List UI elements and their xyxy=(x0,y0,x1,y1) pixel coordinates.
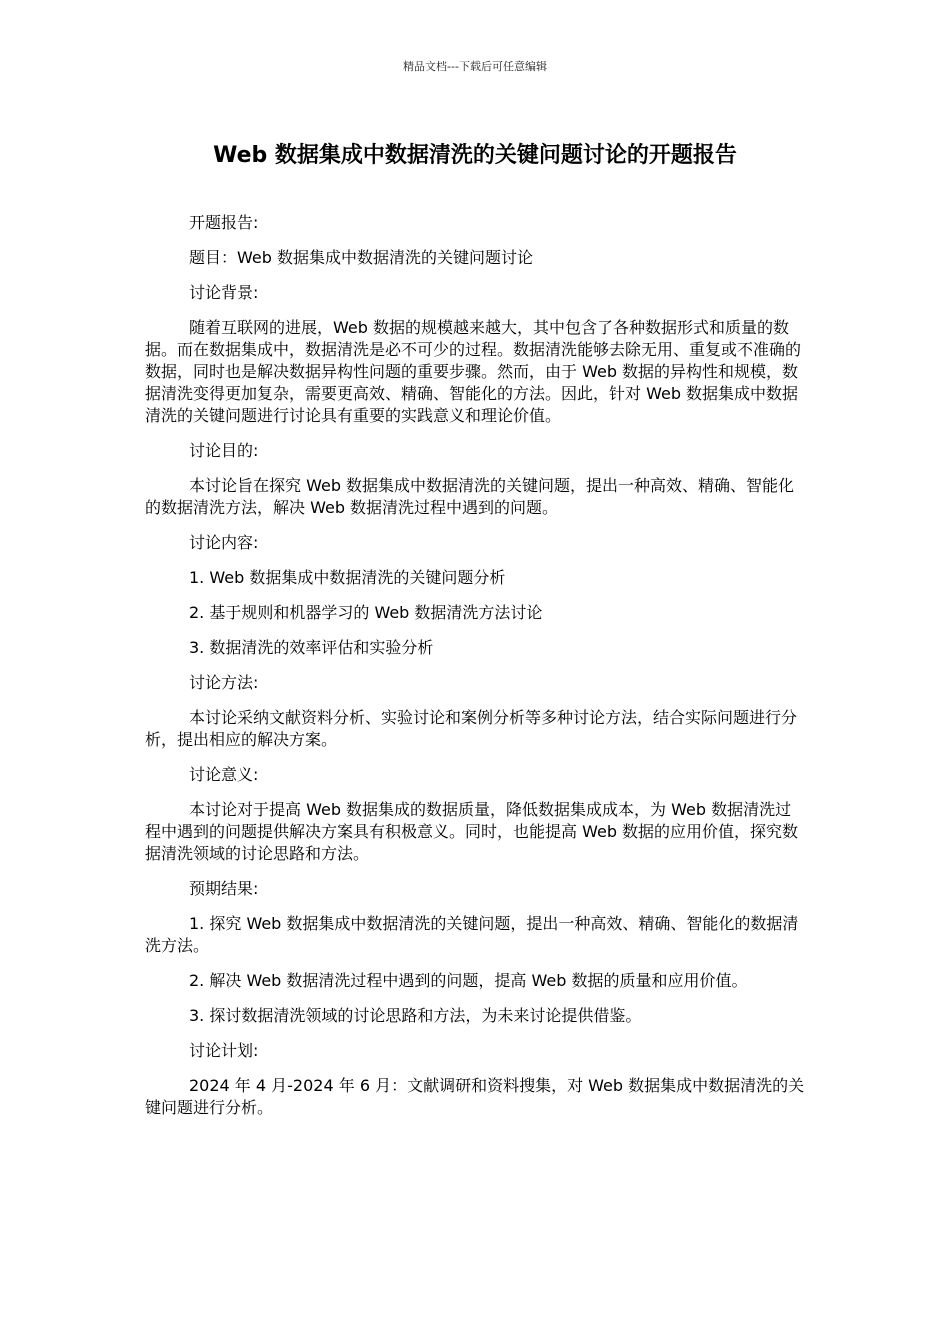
topic-line: 题目：Web 数据集成中数据清洗的关键问题讨论 xyxy=(189,248,533,267)
purpose-paragraph: 本讨论旨在探究 Web 数据集成中数据清洗的关键问题，提出一种高效、精确、智能化的数据清洗方法，解决 Web 数据清洗过程中遇到的问题。 xyxy=(145,476,795,517)
page-header: 精品文档---下载后可任意编辑 xyxy=(403,60,547,73)
result-item-3: 3. 探讨数据清洗领域的讨论思路和方法，为未来讨论提供借鉴。 xyxy=(189,1006,642,1025)
significance-paragraph: 本讨论对于提高 Web 数据集成的数据质量，降低数据集成成本，为 Web 数据清洗过程中遇到的问题提供解决方案具有积极意义。同时，也能提高 Web 数据的应用价值，探究数据清洗领域的讨论思路和方法。 xyxy=(145,800,799,863)
document-title: Web 数据集成中数据清洗的关键问题讨论的开题报告 xyxy=(213,143,737,168)
document-body xyxy=(145,212,807,1132)
heading-purpose: 讨论目的: xyxy=(189,441,259,460)
heading-background: 讨论背景: xyxy=(189,283,259,302)
plan-paragraph: 2024 年 4 月-2024 年 6 月：文献调研和资料搜集，对 Web 数据集成中数据清洗的关键问题进行分析。 xyxy=(145,1076,805,1117)
content-item-2: 2. 基于规则和机器学习的 Web 数据清洗方法讨论 xyxy=(189,603,543,622)
heading-plan: 讨论计划: xyxy=(189,1041,259,1060)
content-item-1: 1. Web 数据集成中数据清洗的关键问题分析 xyxy=(189,568,506,587)
heading-significance: 讨论意义: xyxy=(189,765,259,784)
heading-content: 讨论内容: xyxy=(189,533,259,552)
heading-report: 开题报告: xyxy=(189,213,259,232)
result-item-2: 2. 解决 Web 数据清洗过程中遇到的问题，提高 Web 数据的质量和应用价值。 xyxy=(189,971,748,990)
method-paragraph: 本讨论采纳文献资料分析、实验讨论和案例分析等多种讨论方法，结合实际问题进行分析，提出相应的解决方案。 xyxy=(145,708,798,749)
heading-method: 讨论方法: xyxy=(189,673,259,692)
heading-expected-results: 预期结果: xyxy=(189,879,259,898)
result-item-1: 1. 探究 Web 数据集成中数据清洗的关键问题，提出一种高效、精确、智能化的数据清洗方法。 xyxy=(145,914,799,955)
background-paragraph: 随着互联网的进展，Web 数据的规模越来越大，其中包含了各种数据形式和质量的数据。而在数据集成中，数据清洗是必不可少的过程。数据清洗能够去除无用、重复或不准确的数据，同时也是解决数据异构性问题的重要步骤。然而，由于 Web 数据的异构性和规模，数据清洗变得更加复杂，需要更高效、精确、智能化的方法。因此，针对 Web 数据集成中数据清洗的关键问题进行讨论具有重要的实践意义和理论价值。 xyxy=(145,318,802,425)
content-item-3: 3. 数据清洗的效率评估和实验分析 xyxy=(189,638,434,657)
